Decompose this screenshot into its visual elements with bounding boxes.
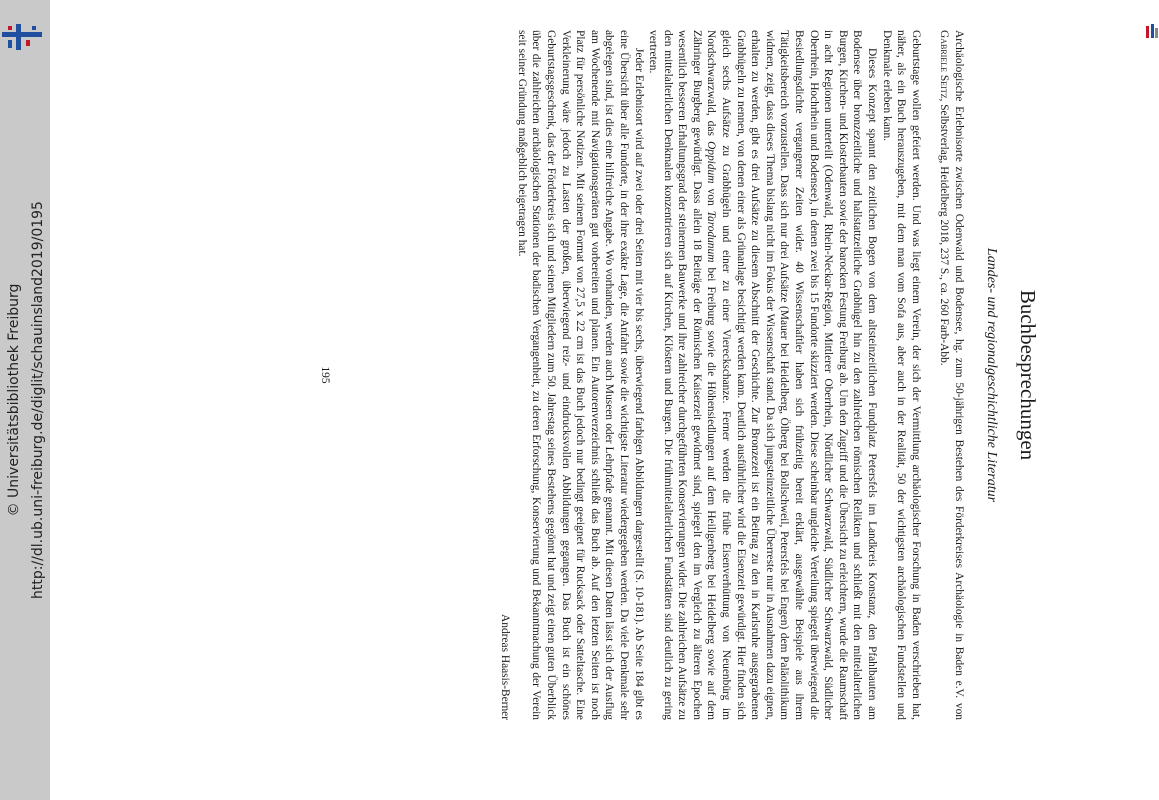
page-subtitle: Landes- und regionalgeschichtliche Literatur (984, 247, 999, 503)
page-number: 195 (319, 366, 331, 384)
scanned-page (296, 30, 1040, 720)
viewer-sidebar (0, 0, 50, 800)
review-author: Andreas Haasis-Berner (499, 614, 512, 720)
page-edge-marker-icon (1146, 24, 1158, 40)
copyright-notice: © Universitätsbibliothek Freiburg (6, 283, 22, 517)
citation-text: Archäologische Erlebnisorte zwischen Odenwald und Bodensee, hg. zum 50-jährigen Bestehen des Förderkreises Archäologie in Baden e.V. von (953, 30, 965, 720)
document-url[interactable]: http://dl.ub.uni-freiburg.de/diglit/schauinsland2019/0195 (30, 201, 46, 599)
von-word: von (705, 188, 718, 206)
review-paragraph-2 (646, 30, 880, 720)
review-paragraph-1: Geburtstage wollen gefeiert werden. Und was liegt einem Verein, der sich der Vermittlung archäologischer Forschung in Baden verschrieben hat, näher, als ein Buch herauszugeben, mit dem man vom Sofa aus, aber auch in der Realität, 50 der wichtigsten archäologischen Fundstellen und Denkmale erleben kann. (880, 30, 922, 720)
citation-editor: Gabriele Seitz (938, 30, 951, 99)
review-paragraph-2-continued: bei Freiburg sowie die Höhensiedlungen auf dem Heiligenberg bei Heidelberg sowie auf dem Zähringer Burgberg gewürdigt. Dass allein 18 Beiträge der Römischen Kaiserzeit gewidmet sind, spiegelt den im Vergleich zu älteren Epochen wesentlich besseren Erhaltungsgrad der steinernen Bauwerke und ihre zahlreicher durchgeführten Konservierungen wider. Die zahlreichen Aufsätze zu den mittelalterlichen Denkmalen konzentrieren sich auf Kirchen, Klöstern und Burgen. Die frühmittelalterlichen Fundstätten sind deutlich zu gering vertreten. (647, 30, 718, 720)
book-citation (937, 30, 966, 720)
tarodunum-term: Tarodunum (705, 210, 718, 263)
page-title: Buchbesprechungen (1016, 289, 1040, 461)
review-paragraph-3: Jeder Erlebnisort wird auf zwei oder drei Seiten mit vier bis sechs, überwiegend farbigen Abbildungen dargestellt (S. 10-181). Ab Seite 184 gibt es eine Übersicht über alle Fundorte, in der ihre exakte Lage, die Anfahrt sowie die wichtigste Literatur wiedergegeben werden. Da viele Denkmale sehr abgelegen sind, ist dies eine hilfreiche Angabe. Wo vorhanden, werden auch Museen oder Lehrpfade genannt. Mit diesen Daten lässt sich der Ausflug am Wochenende mit Navigationsgeräten gut vorbereiten und planen. Ein Autorenverzeichnis schließt das Buch ab. Auf den letzten Seiten ist noch Platz für persönliche Notizen. Mit seinem Format von 27,5 x 22 cm ist das Buch jedoch nur bedingt geeignet für Rucksack oder Satteltasche. Eine Verkleinerung wäre jedoch zu Lasten der großen, überwiegend reiz- und eindrucksvollen Abbildungen gegangen. Das Buch ist ein schönes Geburtstagsgeschenk, das der Förderkreis sich und seinen Mitgliedern zum 50. Jahrestag seines Bestehens gegönnt hat und zeigt einen guten Überblick über die zahlreichen archäologischen Stationen der badischen Vergangenheit, zu deren Erforschung, Konservierung und Bekanntmachung der Verein seit seiner Gründung maßgeblich beigetragen hat. (515, 30, 645, 720)
review-paragraph-2-text: Dieses Konzept spannt den zeitlichen Bogen von dem altsteinzeitlichen Fundplatz Petersfels im Landkreis Konstanz, den Pfahlbauten am Bodensee über bronzezeitliche und hallstattzeitliche Grabhügel hin zu den zahlreichen römischen Relikten und schließt mit den mittelalterlichen Burgen, Kirchen- und Klosterbauten sowie der barocken Festung Freiburg ab. Um den Zugriff und die Übersicht zu erleichtern, wurde die Raumschaft in acht Regionen unterteilt (Odenwald, Rhein-Neckar-Region, Mittlerer Oberrhein, Nördlicher Schwarzwald, Südlicher Schwarzwald, Südlicher Oberrhein, Hochrhein und Bodensee), in denen zwei bis 15 Fundorte skizziert werden. Diese scheinbar ungleiche Verteilung spiegelt überwiegend die Besiedlungsdichte vergangener Zeiten wider. 40 Wissenschaftler haben sich frühzeitig bereit erklärt, ausgewählte Beispiele aus ihrem Tätigkeitsbereich vorzustellen. Dass sich nur drei Aufsätze (Mauer bei Heidelberg, Ölberg bei Bollschweil, Petersfels bei Engen) dem Paläolithikum widmen, zeigt, dass dieses Thema bislang nicht im Fokus der Wissenschaft stand. Da sich jungsteinzeitliche Überreste nur in Ausnahmen dazu eignen, erhalten zu werden, gibt es drei Aufsätze zu diesem Abschnitt der Geschichte. Zur Bronzezeit ist ein Beitrag zu den in Karlsruhe ausgegrabenen Grabhügeln zu nennen, von denen einer als Grünanlage besichtigt werden kann. Deutlich ausführlicher wird die Eisenzeit gewürdigt. Hier finden sich gleich sechs Aufsätze zu Grabhügeln und einer zu einer Viereckschanze. Ferner werden die frühe Eisenverhüttung von Neuenbürg im Nordschwarzwald, das (705, 30, 879, 720)
oppidum-term: Oppidum (705, 141, 718, 184)
citation-details: , Selbstverlag, Heidelberg 2018, 237 S., ca. 260 Farb-Abb. (938, 98, 951, 366)
